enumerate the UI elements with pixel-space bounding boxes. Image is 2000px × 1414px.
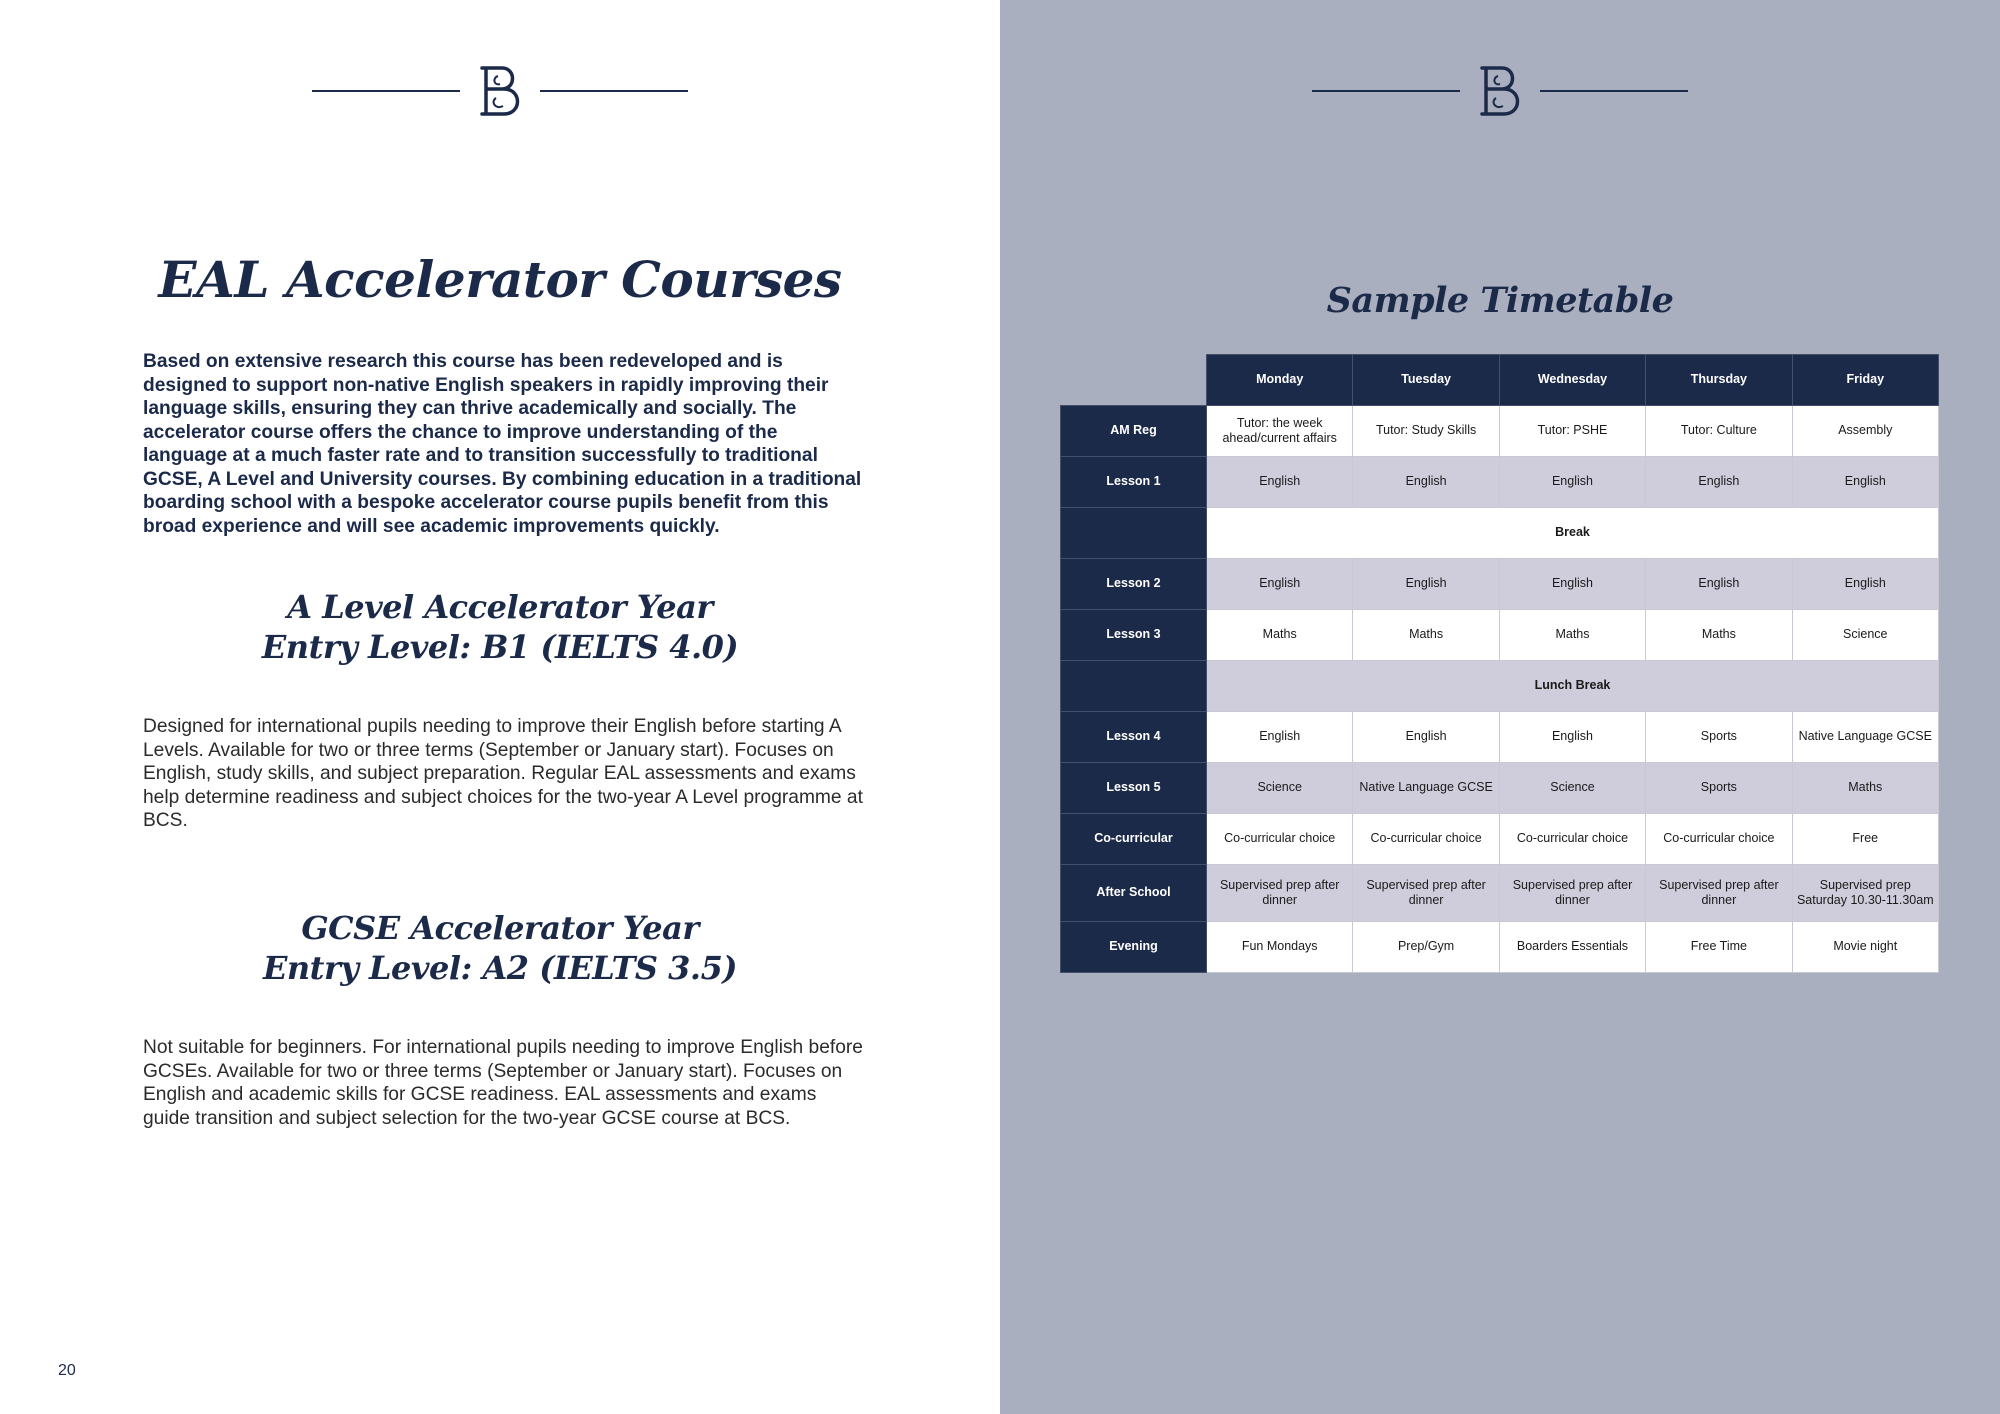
a-level-title: A Level Accelerator Year: [287, 588, 713, 626]
timetable-cell: English: [1353, 559, 1499, 610]
timetable-cell: Maths: [1499, 610, 1645, 661]
timetable-cell: Co-curricular choice: [1353, 814, 1499, 865]
intro-paragraph: Based on extensive research this course has been redeveloped and is designed to support non-native English speakers in rapidly improving their language skills, ensuring they can thrive academically and socially. The accelerator course offers the chance to improve understanding of the language at a much faster rate and to transition successfully to traditional GCSE, A Level and University courses. By combining education in a traditional boarding school with a bespoke accelerator course pupils benefit from this broad experience and will see academic improvements quickly.: [143, 351, 862, 537]
timetable-cell: Free: [1792, 814, 1938, 865]
timetable-cell: English: [1499, 457, 1645, 508]
row-label: [1061, 661, 1207, 712]
row-am-reg: [1061, 406, 1939, 457]
timetable-cell: English: [1646, 559, 1792, 610]
timetable-cell: Maths: [1353, 610, 1499, 661]
row-lunch-break: [1061, 661, 1939, 712]
row-lesson-3: [1061, 610, 1939, 661]
day-header-wednesday: Wednesday: [1499, 355, 1645, 406]
timetable-cell: Co-curricular choice: [1646, 814, 1792, 865]
timetable-cell: Supervised prep Saturday 10.30-11.30am: [1792, 865, 1938, 922]
timetable-cell: English: [1792, 457, 1938, 508]
timetable-cell: Science: [1207, 763, 1353, 814]
timetable-cell: Prep/Gym: [1353, 922, 1499, 973]
row-label: Co-curricular: [1061, 814, 1207, 865]
break-cell: Break: [1207, 508, 1939, 559]
timetable-cell: English: [1207, 712, 1353, 763]
lunch-break-cell: Lunch Break: [1207, 661, 1939, 712]
timetable-cell: Supervised prep after dinner: [1207, 865, 1353, 922]
timetable-cell: Science: [1792, 610, 1938, 661]
timetable-cell: Native Language GCSE: [1792, 712, 1938, 763]
timetable-cell: Tutor: the week ahead/current affairs: [1207, 406, 1353, 457]
timetable-cell: Sports: [1646, 763, 1792, 814]
timetable-cell: English: [1499, 559, 1645, 610]
timetable-cell: Tutor: Study Skills: [1353, 406, 1499, 457]
gcse-heading: [0, 908, 1000, 988]
row-lesson-5: [1061, 763, 1939, 814]
timetable-cell: English: [1792, 559, 1938, 610]
b-monogram-logo: [1476, 62, 1524, 120]
timetable-cell: English: [1499, 712, 1645, 763]
timetable-cell: English: [1207, 559, 1353, 610]
day-header-friday: Friday: [1792, 355, 1938, 406]
row-label: Lesson 5: [1061, 763, 1207, 814]
divider-line: [1312, 90, 1460, 92]
row-lesson-1: [1061, 457, 1939, 508]
timetable-cell: Assembly: [1792, 406, 1938, 457]
gcse-entry-level: Entry Level: A2 (IELTS 3.5): [263, 949, 737, 987]
row-label: Lesson 4: [1061, 712, 1207, 763]
row-label: AM Reg: [1061, 406, 1207, 457]
divider-line: [312, 90, 460, 92]
timetable-cell: English: [1207, 457, 1353, 508]
divider-line: [1540, 90, 1688, 92]
timetable-cell: Fun Mondays: [1207, 922, 1353, 973]
timetable-cell: Supervised prep after dinner: [1353, 865, 1499, 922]
timetable-cell: Co-curricular choice: [1207, 814, 1353, 865]
row-label: Lesson 1: [1061, 457, 1207, 508]
timetable-cell: English: [1353, 712, 1499, 763]
day-header-tuesday: Tuesday: [1353, 355, 1499, 406]
page-title: EAL Accelerator Courses: [158, 250, 842, 309]
row-break: [1061, 508, 1939, 559]
timetable-header-row: [1061, 355, 1939, 406]
row-label: After School: [1061, 865, 1207, 922]
a-level-entry-level: Entry Level: B1 (IELTS 4.0): [261, 628, 739, 666]
page-number: 20: [58, 1362, 76, 1379]
timetable-cell: Tutor: PSHE: [1499, 406, 1645, 457]
a-level-description: Designed for international pupils needing to improve their English before starting A Levels. Available for two or three terms (September or January start). Focuses on English, study skills, and subject preparation. Regular EAL assessments and exams help determine readiness and subject choices for the two-year A Level programme at BCS.: [143, 716, 863, 831]
timetable-cell: Sports: [1646, 712, 1792, 763]
row-label: Evening: [1061, 922, 1207, 973]
row-label: [1061, 508, 1207, 559]
timetable-cell: Tutor: Culture: [1646, 406, 1792, 457]
timetable: [1060, 354, 1939, 973]
timetable-cell: Boarders Essentials: [1499, 922, 1645, 973]
row-label: Lesson 3: [1061, 610, 1207, 661]
row-lesson-2: [1061, 559, 1939, 610]
row-label: Lesson 2: [1061, 559, 1207, 610]
timetable-cell: Science: [1499, 763, 1645, 814]
gcse-description: Not suitable for beginners. For international pupils needing to improve English before GCSEs. Available for two or three terms (September or January start). Focuses on English and academic skills for GCSE readiness. EAL assessments and exams guide transition and subject selection for the two-year GCSE course at BCS.: [143, 1037, 863, 1129]
timetable-cell: Supervised prep after dinner: [1499, 865, 1645, 922]
divider-line: [540, 90, 688, 92]
timetable-cell: Movie night: [1792, 922, 1938, 973]
timetable-cell: English: [1646, 457, 1792, 508]
timetable-cell: Supervised prep after dinner: [1646, 865, 1792, 922]
row-evening: [1061, 922, 1939, 973]
header-ornament: [0, 62, 1000, 120]
row-co-curricular: [1061, 814, 1939, 865]
timetable-cell: Maths: [1792, 763, 1938, 814]
gcse-title: GCSE Accelerator Year: [301, 909, 699, 947]
day-header-thursday: Thursday: [1646, 355, 1792, 406]
header-ornament: [1000, 62, 2000, 120]
row-lesson-4: [1061, 712, 1939, 763]
row-after-school: [1061, 865, 1939, 922]
day-header-monday: Monday: [1207, 355, 1353, 406]
b-monogram-logo: [476, 62, 524, 120]
right-page: [1000, 0, 2000, 1414]
timetable-cell: Co-curricular choice: [1499, 814, 1645, 865]
header-corner: [1061, 355, 1207, 406]
timetable-title: Sample Timetable: [1326, 280, 1674, 321]
a-level-heading: [0, 587, 1000, 667]
timetable-cell: Maths: [1207, 610, 1353, 661]
timetable-cell: Free Time: [1646, 922, 1792, 973]
timetable-cell: Maths: [1646, 610, 1792, 661]
timetable-cell: English: [1353, 457, 1499, 508]
timetable-cell: Native Language GCSE: [1353, 763, 1499, 814]
